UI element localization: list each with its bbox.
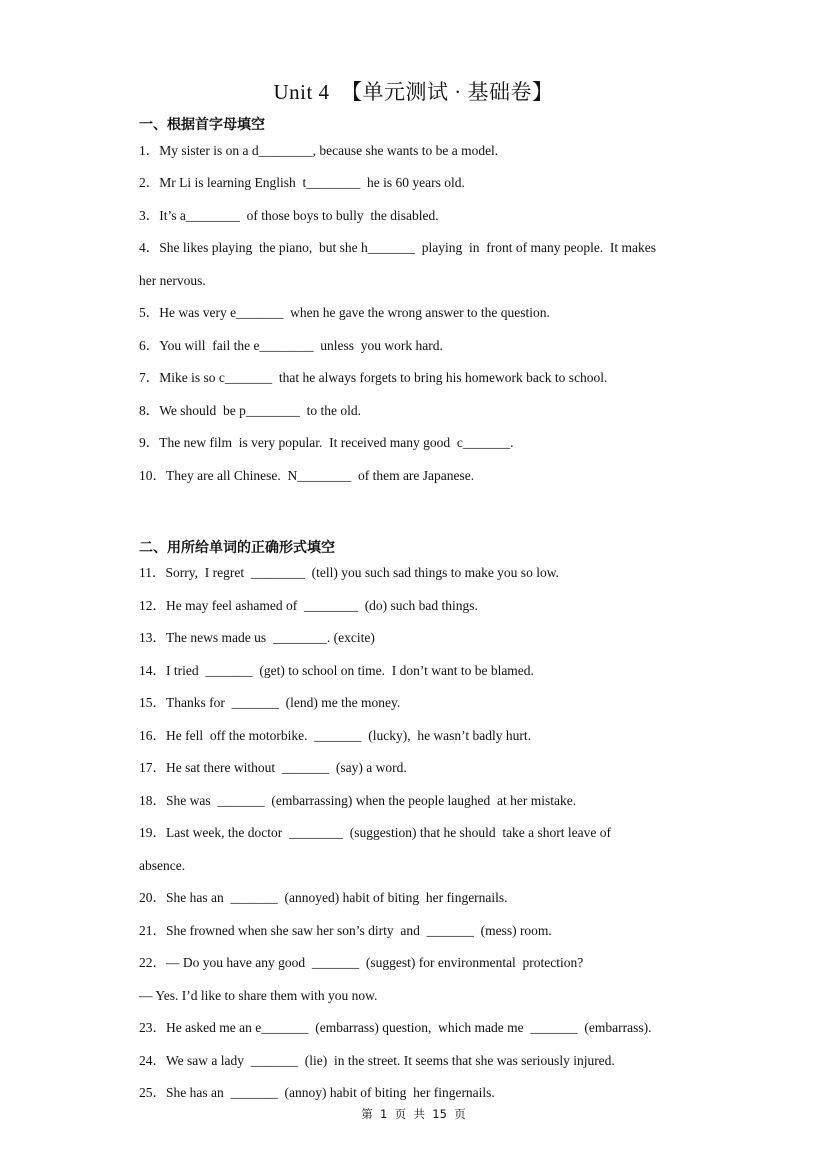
- question-line: 13．The news made us ________. (excite): [139, 630, 375, 645]
- question-line: 2．Mr Li is learning English t________ he is 60 years old.: [139, 175, 465, 190]
- question-line: 3．It’s a________ of those boys to bully the disabled.: [139, 208, 439, 223]
- question-line: 22．— Do you have any good _______ (suggest) for environmental protection?: [139, 955, 584, 970]
- question-line: 15．Thanks for _______ (lend) me the money.: [139, 695, 401, 710]
- question-line: 9．The new film is very popular. It received many good c_______.: [139, 435, 514, 450]
- question-line: 1．My sister is on a d________, because she wants to be a model.: [139, 143, 499, 158]
- section-heading-word-forms: 二、用所给单词的正确形式填空: [139, 540, 335, 556]
- question-line: 10．They are all Chinese. N________ of them are Japanese.: [139, 468, 475, 483]
- question-line: 24．We saw a lady _______ (lie) in the street. It seems that she was seriously injured.: [139, 1053, 615, 1068]
- question-line: 6．You will fail the e________ unless you work hard.: [139, 338, 443, 353]
- question-line: 8．We should be p________ to the old.: [139, 403, 362, 418]
- section-heading-initial-letter: 一、根据首字母填空: [139, 117, 265, 133]
- page-title: Unit 4 【单元测试 · 基础卷】: [273, 80, 554, 104]
- question-line: 14．I tried _______ (get) to school on time. I don’t want to be blamed.: [139, 663, 534, 678]
- question-line: 23．He asked me an e_______ (embarrass) question, which made me _______ (embarrass).: [139, 1020, 652, 1035]
- question-line: 4．She likes playing the piano, but she h_______ playing in front of many people. It makes: [139, 240, 657, 255]
- question-line: 20．She has an _______ (annoyed) habit of biting her fingernails.: [139, 890, 508, 905]
- question-line: 18．She was _______ (embarrassing) when the people laughed at her mistake.: [139, 793, 577, 808]
- question-line-continued: her nervous.: [139, 273, 206, 288]
- question-line: 5．He was very e_______ when he gave the wrong answer to the question.: [139, 305, 550, 320]
- question-line: 11．Sorry, I regret ________ (tell) you such sad things to make you so low.: [139, 565, 559, 580]
- question-line: 19．Last week, the doctor ________ (suggestion) that he should take a short leave of: [139, 825, 612, 840]
- question-line: 17．He sat there without _______ (say) a word.: [139, 760, 407, 775]
- question-line: 16．He fell off the motorbike. _______ (lucky), he wasn’t badly hurt.: [139, 728, 532, 743]
- question-line-continued: — Yes. I’d like to share them with you now.: [139, 988, 378, 1003]
- question-line: 21．She frowned when she saw her son’s dirty and _______ (mess) room.: [139, 923, 552, 938]
- question-line: 7．Mike is so c_______ that he always forgets to bring his homework back to school.: [139, 370, 608, 385]
- question-line: 25．She has an _______ (annoy) habit of biting her fingernails.: [139, 1085, 495, 1100]
- question-line-continued: absence.: [139, 858, 186, 873]
- question-line: 12．He may feel ashamed of ________ (do) such bad things.: [139, 598, 478, 613]
- page-footer: 第 1 页 共 15 页: [361, 1107, 466, 1121]
